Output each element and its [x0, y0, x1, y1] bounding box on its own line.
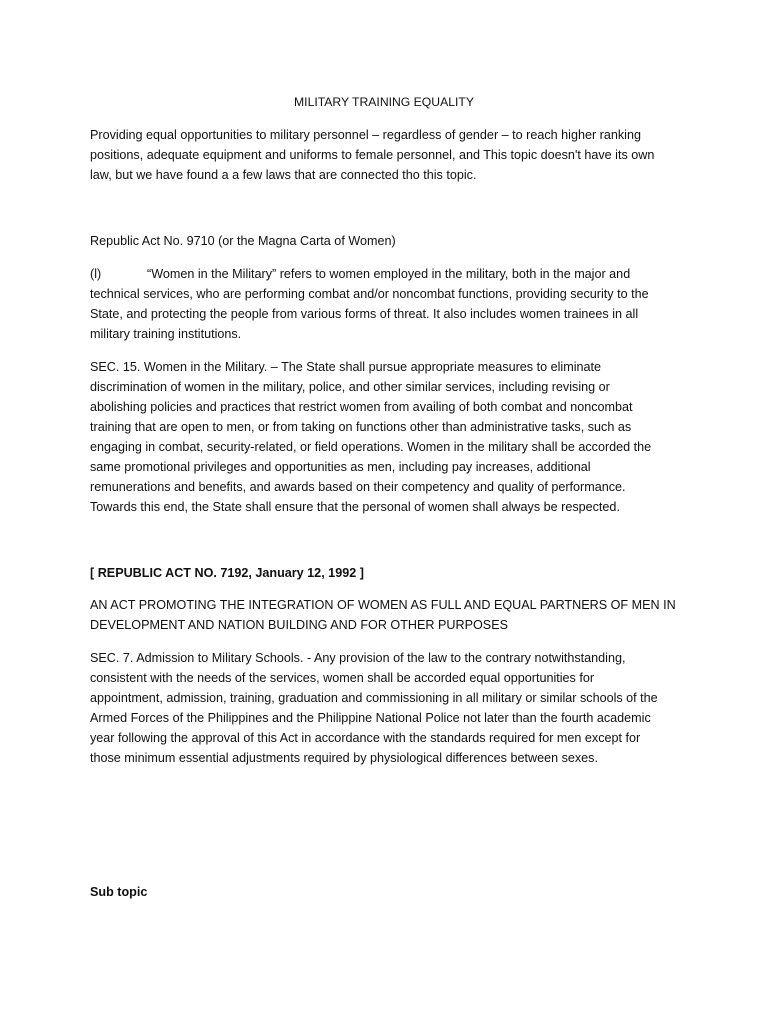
sec15-line: discrimination of women in the military, police, and other similar services, including revising or [90, 380, 610, 394]
intro-line: positions, adequate equipment and uniforms to female personnel, and This topic doesn't have its own [90, 148, 655, 162]
sec15-line: abolishing policies and practices that restrict women from availing of both combat and noncombat [90, 400, 633, 414]
ra9710-heading: Republic Act No. 9710 (or the Magna Carta of Women) [90, 234, 396, 248]
sec7-line: appointment, admission, training, graduation and commissioning in all military or similar schools of the [90, 691, 658, 705]
sec7-line: those minimum essential adjustments required by physiological differences between sexes. [90, 751, 598, 765]
item-line: “Women in the Military” refers to women employed in the military, both in the major and [147, 267, 631, 281]
sec15-line: remunerations and benefits, and awards based on their competency and quality of performance. [90, 480, 626, 494]
ra7192-heading: [ REPUBLIC ACT NO. 7192, January 12, 1992 ] [90, 566, 364, 580]
sec15-line: Towards this end, the State shall ensure that the personal of women shall always be respected. [90, 500, 620, 514]
sec7-line: consistent with the needs of the services, women shall be accorded equal opportunities for [90, 671, 595, 685]
intro-line: Providing equal opportunities to military personnel – regardless of gender – to reach higher ranking [90, 128, 641, 142]
subtopic-heading: Sub topic [90, 885, 148, 899]
item-label: (l) [90, 267, 102, 281]
item-line: military training institutions. [90, 327, 242, 341]
act-title-line: AN ACT PROMOTING THE INTEGRATION OF WOMEN AS FULL AND EQUAL PARTNERS OF MEN IN [90, 598, 676, 612]
sec15-line: training that are open to men, or from taking on functions other than administrative tasks, such as [90, 420, 632, 434]
sec15-line: engaging in combat, security-related, or field operations. Women in the military shall be accorded the [90, 440, 652, 454]
sec7-line: year following the approval of this Act in accordance with the standards required for men except for [90, 731, 641, 745]
intro-line: law, but we have found a a few laws that are connected tho this topic. [90, 168, 477, 182]
sec7-line: SEC. 7. Admission to Military Schools. - Any provision of the law to the contrary notwithstanding, [90, 651, 626, 665]
sec15-line: same promotional privileges and opportunities as men, including pay increases, additional [90, 460, 591, 474]
item-line: State, and protecting the people from various forms of threat. It also includes women trainees in all [90, 307, 639, 321]
sec7-line: Armed Forces of the Philippines and the Philippine National Police not later than the fourth academic [90, 711, 651, 725]
document-title: MILITARY TRAINING EQUALITY [294, 95, 474, 109]
sec15-line: SEC. 15. Women in the Military. – The State shall pursue appropriate measures to eliminate [90, 360, 601, 374]
act-title-line: DEVELOPMENT AND NATION BUILDING AND FOR OTHER PURPOSES [90, 618, 508, 632]
item-line: technical services, who are performing combat and/or noncombat functions, providing security to the [90, 287, 649, 301]
